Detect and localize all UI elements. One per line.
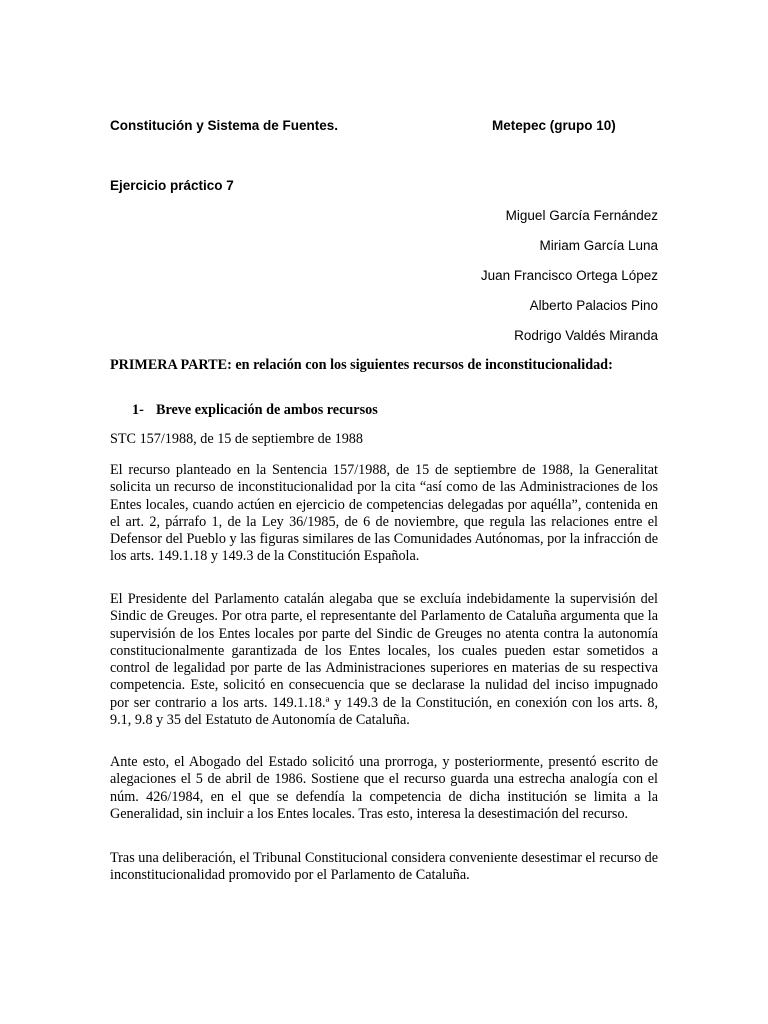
paragraph: El Presidente del Parlamento catalán alegaba que se excluía indebidamente la supervisión del Sindic de Greuges. Por otra parte, el representante del Parlamento de Cataluña argumenta que la supervisión de los Entes locales por parte del Sindic de Greuges no atenta contra la autonomía constitucionalmente garantizada de los Entes locales, los cuales pueden estar sometidos a control de legalidad por parte de las Administraciones superiores en materias de su respectiva competencia. Este, solicitó en consecuencia que se declarase la nulidad del inciso impugnado por ser contrario a los arts. 149.1.18.ª y 149.3 de la Constitución, en conexión con los arts. 8, 9.1, 9.8 y 35 del Estatuto de Autonomía de Cataluña. (110, 591, 658, 729)
author-name: Alberto Palacios Pino (529, 298, 658, 313)
subheading-number: 1- (132, 402, 144, 418)
section-label: PRIMERA PARTE: (110, 357, 232, 373)
subheading-text: Breve explicación de ambos recursos (156, 402, 378, 418)
author-name: Miguel García Fernández (505, 208, 658, 223)
paragraph: El recurso planteado en la Sentencia 157/1988, de 15 de septiembre de 1988, la Generalitat solicita un recurso de inconstitucionalidad por la cita “así como de las Administraciones de los Entes locales, cuando actúen en ejercicio de competencias delegadas por aquélla”, contenida en el art. 2, párrafo 1, de la Ley 36/1985, de 6 de noviembre, que regula las relaciones entre el Defensor del Pueblo y las figuras similares de las Comunidades Autónomas, por la infracción de los arts. 149.1.18 y 149.3 de la Constitución Española. (110, 462, 658, 565)
header-group: Metepec (grupo 10) (492, 118, 616, 133)
paragraph: Tras una deliberación, el Tribunal Constitucional considera conveniente desestimar el recurso de inconstitucionalidad promovido por el Parlamento de Cataluña. (110, 850, 658, 884)
case-title: STC 157/1988, de 15 de septiembre de 1988 (110, 431, 363, 447)
paragraph: Ante esto, el Abogado del Estado solicitó una prorroga, y posteriormente, presentó escrito de alegaciones el 5 de abril de 1986. Sostiene que el recurso guarda una estrecha analogía con el núm. 426/1984, en el que se defendía la competencia de dicha institución se limita a la Generalidad, sin incluir a los Entes locales. Tras esto, interesa la desestimación del recurso. (110, 754, 658, 822)
subheading (132, 402, 378, 419)
author-name: Rodrigo Valdés Miranda (514, 328, 658, 343)
author-list (481, 206, 658, 356)
section-text: en relación con los siguientes recursos de inconstitucionalidad: (235, 357, 613, 373)
author-name: Juan Francisco Ortega López (480, 268, 658, 283)
author-name: Miriam García Luna (539, 238, 658, 253)
header-course-title: Constitución y Sistema de Fuentes. (110, 118, 339, 133)
section-heading (110, 357, 658, 374)
exercise-title: Ejercicio práctico 7 (110, 178, 234, 193)
